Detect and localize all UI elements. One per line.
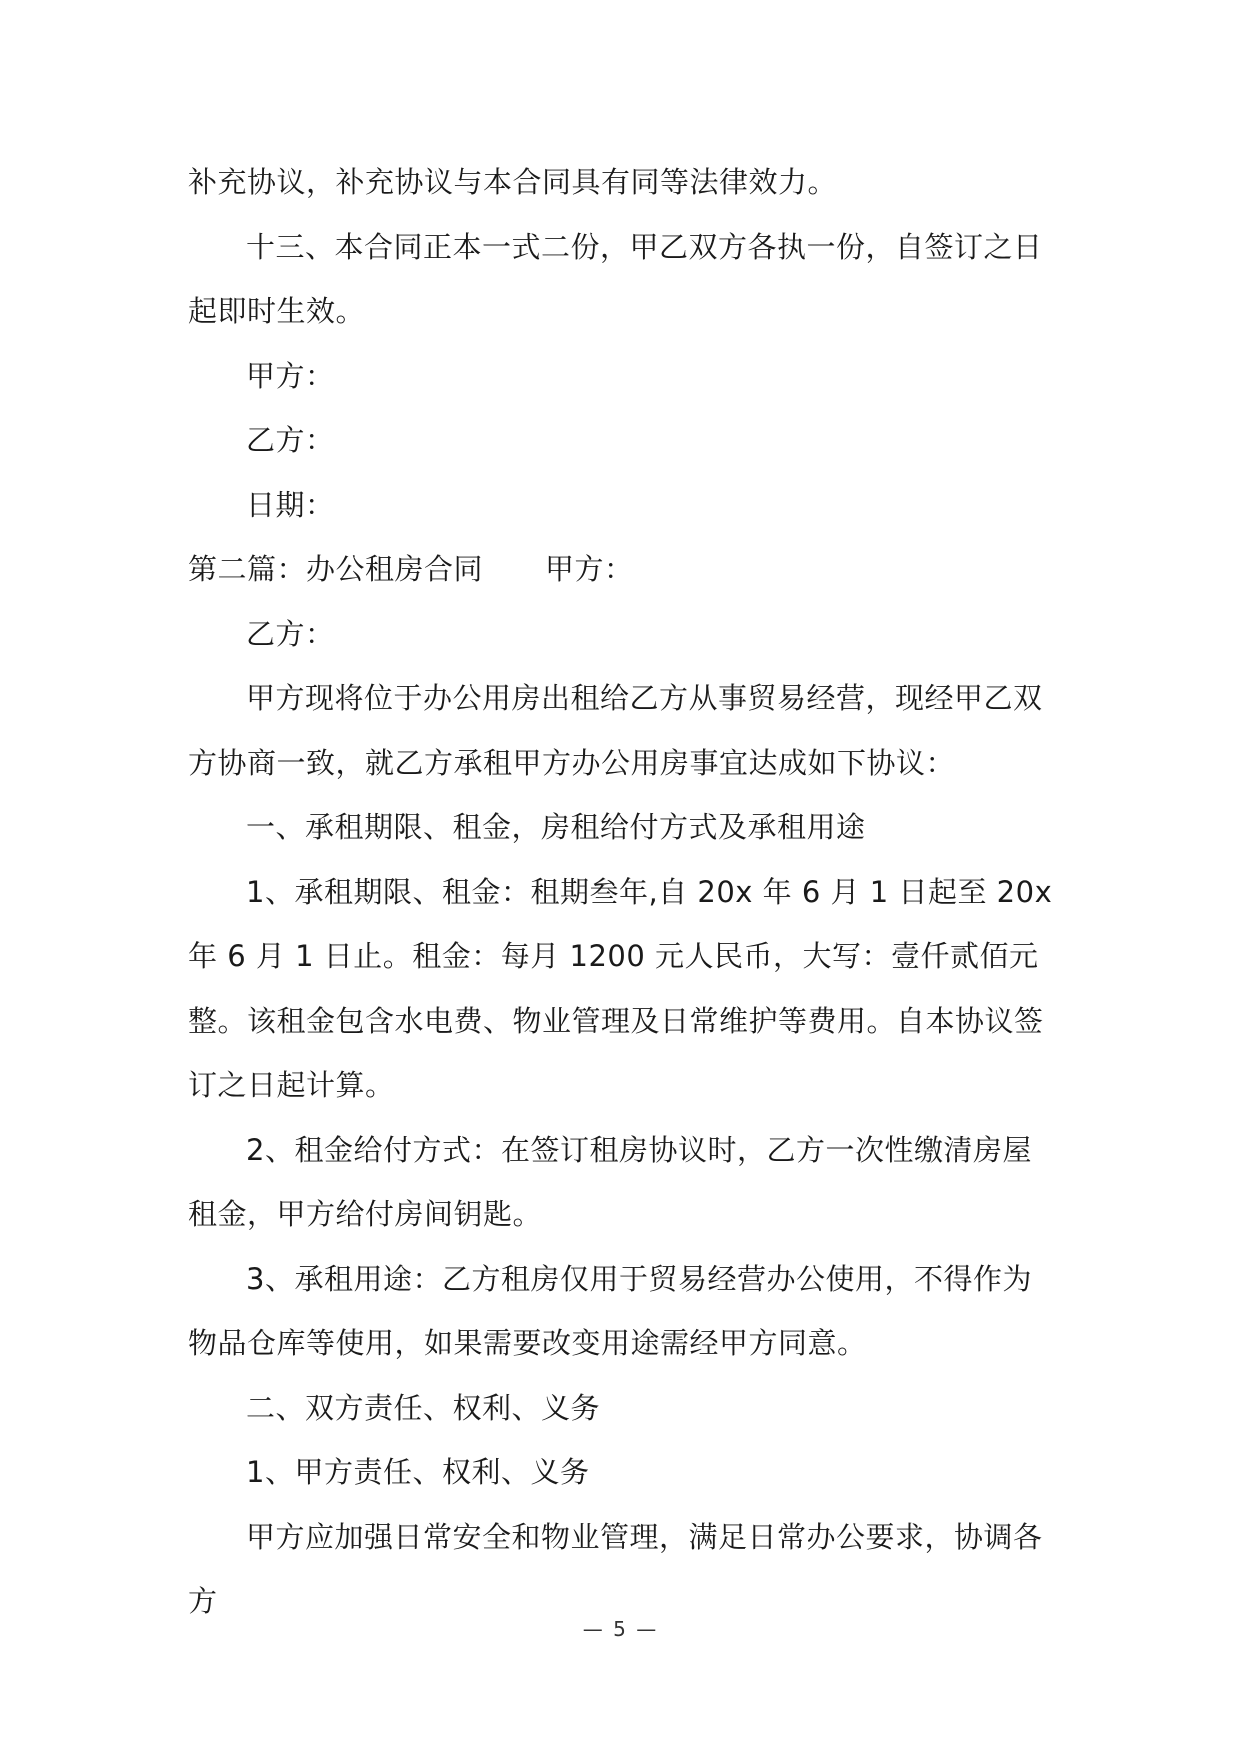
signature-date: 日期： [246,487,335,522]
paragraph-clause-13: 十三、本合同正本一式二份，甲乙双方各执一份，自签订之日起即时生效。 [188,229,1043,328]
part-party-a: 甲方： [545,552,634,586]
document-body [188,150,1058,1634]
clause-1-3: 3、承租用途：乙方租房仅用于贸易经营办公使用，不得作为物品仓库等使用，如果需要改变用途需经甲方同意。 [188,1261,1032,1360]
section-heading-1: 一、承租期限、租金，房租给付方式及承租用途 [246,810,866,844]
clause-1-2: 2、租金给付方式：在签订租房协议时，乙方一次性缴清房屋租金，甲方给付房间钥匙。 [188,1132,1032,1231]
paragraph-intro: 甲方现将位于办公用房出租给乙方从事贸易经营，现经甲乙双方协商一致，就乙方承租甲方办公用房事宜达成如下协议： [188,681,1043,780]
signature-party-b: 乙方： [246,423,335,457]
clause-1-1: 1、承租期限、租金：租期叁年,自 20x 年 6 月 1 日起至 20x 年 6 月 1 日止。租金：每月 1200 元人民币，大写：壹仟贰佰元整。该租金包含水电费、物业管理及日常维护等费用。自本协议签订之日起计算。 [188,874,1053,1102]
page-number: — 5 — [582,1617,659,1641]
party-b-label: 乙方： [246,616,335,651]
part-title: 第二篇：办公租房合同 [188,552,484,586]
section-heading-2: 二、双方责任、权利、义务 [246,1390,601,1425]
clause-2-1-body: 甲方应加强日常安全和物业管理，满足日常办公要求，协调各方 [188,1519,1043,1618]
signature-party-a: 甲方： [246,358,335,393]
part-heading [188,537,1058,602]
clause-2-1: 1、甲方责任、权利、义务 [246,1455,590,1489]
paragraph-1: 补充协议，补充协议与本合同具有同等法律效力。 [188,165,838,199]
